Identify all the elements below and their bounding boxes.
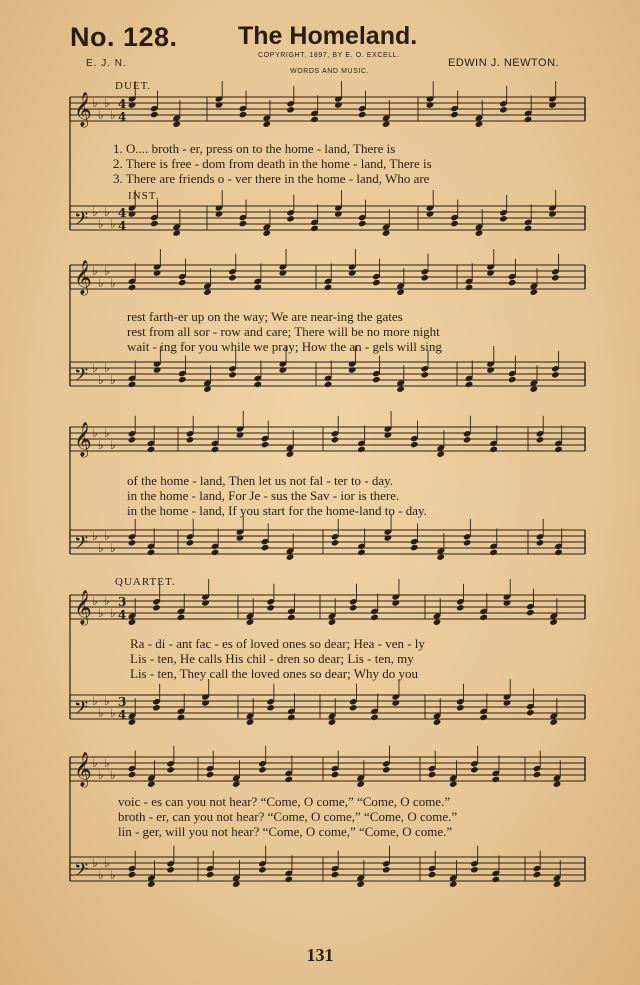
note-head bbox=[503, 699, 512, 706]
flat-sign: ♭ bbox=[92, 594, 98, 608]
note-head bbox=[470, 766, 479, 773]
note-head bbox=[147, 446, 156, 453]
clef-symbol: 𝄞 bbox=[74, 752, 92, 787]
clef-symbol: 𝄞 bbox=[74, 590, 92, 625]
note-head bbox=[384, 534, 393, 541]
note-head bbox=[236, 534, 245, 541]
note-head bbox=[357, 549, 366, 556]
note-head bbox=[391, 599, 400, 606]
flat-sign: ♭ bbox=[110, 276, 116, 290]
note-head bbox=[526, 709, 535, 716]
note-head bbox=[128, 871, 137, 878]
clef-symbol: 𝄞 bbox=[74, 422, 92, 457]
flat-sign: ♭ bbox=[98, 606, 104, 620]
flat-sign: ♭ bbox=[110, 606, 116, 620]
note-head bbox=[524, 225, 533, 232]
note-head bbox=[246, 719, 255, 726]
note-head bbox=[232, 781, 241, 788]
note-head bbox=[551, 274, 560, 281]
note-head bbox=[391, 699, 400, 706]
flat-sign: ♭ bbox=[92, 856, 98, 870]
note-head bbox=[348, 366, 357, 373]
flat-sign: ♭ bbox=[92, 361, 98, 375]
note-head bbox=[153, 366, 162, 373]
note-head bbox=[486, 269, 495, 276]
flat-sign: ♭ bbox=[104, 205, 110, 219]
note-head bbox=[553, 881, 562, 888]
clef-symbol: 𝄞 bbox=[74, 260, 92, 295]
note-head bbox=[236, 431, 245, 438]
flat-sign: ♭ bbox=[110, 373, 116, 387]
flat-sign: ♭ bbox=[98, 108, 104, 122]
note-head bbox=[324, 381, 333, 388]
time-signature: 4 bbox=[118, 608, 127, 622]
part-label-duet: DUET. bbox=[115, 80, 152, 92]
note-head bbox=[128, 101, 137, 108]
note-head bbox=[382, 230, 391, 237]
note-head bbox=[384, 431, 393, 438]
note-head bbox=[486, 366, 495, 373]
note-head bbox=[396, 289, 405, 296]
note-head bbox=[150, 220, 159, 227]
note-head bbox=[166, 866, 175, 873]
note-head bbox=[287, 614, 296, 621]
note-head bbox=[530, 289, 539, 296]
note-head bbox=[128, 381, 137, 388]
note-head bbox=[370, 714, 379, 721]
note-head bbox=[331, 771, 340, 778]
note-head bbox=[428, 771, 437, 778]
flat-sign: ♭ bbox=[98, 706, 104, 720]
time-signature: 4 bbox=[118, 97, 127, 111]
note-head bbox=[549, 619, 558, 626]
note-head bbox=[396, 386, 405, 393]
flat-sign: ♭ bbox=[98, 276, 104, 290]
note-head bbox=[172, 230, 181, 237]
time-signature: 3 bbox=[118, 595, 127, 609]
lyric-line: of the home - land, Then let us not fal - ter to - day. bbox=[127, 473, 394, 488]
note-head bbox=[253, 381, 262, 388]
flat-sign: ♭ bbox=[104, 529, 110, 543]
note-head bbox=[470, 866, 479, 873]
note-head bbox=[128, 719, 137, 726]
flat-sign: ♭ bbox=[104, 361, 110, 375]
note-head bbox=[262, 121, 271, 128]
note-head bbox=[178, 376, 187, 383]
lyric-line: 2. There is free - dom from death in the home - land, There is bbox=[113, 156, 432, 171]
note-head bbox=[436, 451, 445, 458]
note-head bbox=[479, 714, 488, 721]
note-head bbox=[152, 704, 161, 711]
note-head bbox=[426, 210, 435, 217]
note-head bbox=[331, 539, 340, 546]
lyricist-initials: E. J. N. bbox=[86, 58, 127, 69]
lyric-line: in the home - land, For Je - sus the Sav - ior is there. bbox=[127, 488, 400, 503]
flat-sign: ♭ bbox=[104, 694, 110, 708]
note-head bbox=[456, 604, 465, 611]
lyric-line: wait - ing for you while we pray; How the an - gels will sing bbox=[127, 339, 442, 354]
flat-sign: ♭ bbox=[92, 205, 98, 219]
note-head bbox=[262, 230, 271, 237]
note-head bbox=[286, 554, 295, 561]
note-head bbox=[372, 376, 381, 383]
lyric-line: voic - es can you not hear? “Come, O come,” “Come, O come.” bbox=[118, 794, 451, 809]
part-label-quartet: QUARTET. bbox=[115, 576, 176, 588]
lyric-line: broth - er, can you not hear? “Come, O come,” “Come, O come.” bbox=[118, 809, 458, 824]
note-head bbox=[450, 220, 459, 227]
note-head bbox=[349, 704, 358, 711]
note-head bbox=[215, 210, 224, 217]
note-head bbox=[479, 614, 488, 621]
note-head bbox=[228, 274, 237, 281]
note-head bbox=[287, 714, 296, 721]
flat-sign: ♭ bbox=[98, 217, 104, 231]
note-head bbox=[358, 220, 367, 227]
lyric-line: Lis - ten, He calls His chil - dren so dear; Lis - ten, my bbox=[130, 651, 414, 666]
lyric-line: Ra - di - ant fac - es of loved ones so dear; Hea - ven - ly bbox=[130, 636, 425, 651]
note-head bbox=[334, 101, 343, 108]
note-head bbox=[153, 269, 162, 276]
flat-sign: ♭ bbox=[110, 768, 116, 782]
note-head bbox=[284, 776, 293, 783]
note-head bbox=[349, 604, 358, 611]
note-head bbox=[232, 881, 241, 888]
note-head bbox=[554, 446, 563, 453]
flat-sign: ♭ bbox=[98, 868, 104, 882]
note-head bbox=[410, 441, 419, 448]
note-head bbox=[551, 371, 560, 378]
note-head bbox=[178, 279, 187, 286]
note-head bbox=[433, 719, 442, 726]
time-signature: 4 bbox=[118, 219, 127, 233]
flat-sign: ♭ bbox=[110, 868, 116, 882]
note-head bbox=[228, 371, 237, 378]
note-head bbox=[456, 704, 465, 711]
flat-sign: ♭ bbox=[98, 768, 104, 782]
flat-sign: ♭ bbox=[110, 438, 116, 452]
flat-sign: ♭ bbox=[92, 426, 98, 440]
note-head bbox=[152, 604, 161, 611]
note-head bbox=[491, 876, 500, 883]
note-head bbox=[310, 116, 319, 123]
note-head bbox=[533, 871, 542, 878]
note-head bbox=[433, 619, 442, 626]
lyric-line: Lis - ten, They call the loved ones so dear; Why do you bbox=[130, 666, 418, 681]
note-head bbox=[463, 539, 472, 546]
clef-symbol: 𝄢 bbox=[74, 209, 89, 234]
note-head bbox=[177, 614, 186, 621]
note-head bbox=[239, 111, 248, 118]
note-head bbox=[475, 121, 484, 128]
copyright-line: COPYRIGHT, 1897, BY E. O. EXCELL. bbox=[258, 52, 400, 59]
clef-symbol: 𝄢 bbox=[74, 365, 89, 390]
note-head bbox=[382, 121, 391, 128]
lyric-line: 3. There are friends o - ver there in the home - land, Who are bbox=[113, 171, 430, 186]
flat-sign: ♭ bbox=[110, 541, 116, 555]
note-head bbox=[382, 866, 391, 873]
note-head bbox=[475, 230, 484, 237]
note-head bbox=[489, 446, 498, 453]
note-head bbox=[358, 111, 367, 118]
note-head bbox=[463, 436, 472, 443]
note-head bbox=[147, 781, 156, 788]
note-head bbox=[261, 544, 270, 551]
note-head bbox=[449, 881, 458, 888]
note-head bbox=[421, 274, 430, 281]
time-signature: 4 bbox=[118, 110, 127, 124]
flat-sign: ♭ bbox=[110, 108, 116, 122]
time-signature: 4 bbox=[118, 708, 127, 722]
note-head bbox=[533, 771, 542, 778]
note-head bbox=[328, 719, 337, 726]
note-head bbox=[549, 719, 558, 726]
flat-sign: ♭ bbox=[104, 264, 110, 278]
clef-symbol: 𝄢 bbox=[74, 860, 89, 885]
note-head bbox=[508, 279, 517, 286]
note-head bbox=[450, 111, 459, 118]
note-head bbox=[286, 215, 295, 222]
flat-sign: ♭ bbox=[92, 264, 98, 278]
hymn-number: No. 128. bbox=[70, 22, 178, 52]
note-head bbox=[266, 704, 275, 711]
flat-sign: ♭ bbox=[104, 96, 110, 110]
flat-sign: ♭ bbox=[104, 756, 110, 770]
note-head bbox=[508, 376, 517, 383]
note-head bbox=[465, 381, 474, 388]
note-head bbox=[548, 101, 557, 108]
note-head bbox=[526, 609, 535, 616]
note-head bbox=[186, 539, 195, 546]
note-head bbox=[428, 871, 437, 878]
lyric-line: 1. O.... broth - er, press on to the home - land, There is bbox=[113, 141, 396, 156]
note-head bbox=[449, 781, 458, 788]
note-head bbox=[201, 699, 210, 706]
note-head bbox=[465, 284, 474, 291]
flat-sign: ♭ bbox=[92, 96, 98, 110]
credit-line: WORDS AND MUSIC. bbox=[290, 68, 370, 75]
note-head bbox=[128, 619, 137, 626]
note-head bbox=[331, 871, 340, 878]
note-head bbox=[279, 269, 288, 276]
note-head bbox=[172, 121, 181, 128]
note-head bbox=[436, 554, 445, 561]
note-head bbox=[211, 446, 220, 453]
note-head bbox=[201, 599, 210, 606]
note-head bbox=[334, 210, 343, 217]
note-head bbox=[499, 215, 508, 222]
note-head bbox=[128, 284, 137, 291]
note-head bbox=[426, 101, 435, 108]
composer-name: EDWIN J. NEWTON. bbox=[448, 57, 560, 69]
note-head bbox=[548, 210, 557, 217]
note-head bbox=[489, 549, 498, 556]
page-number: 131 bbox=[306, 945, 334, 965]
note-head bbox=[370, 614, 379, 621]
note-head bbox=[128, 436, 137, 443]
note-head bbox=[206, 771, 215, 778]
note-head bbox=[203, 386, 212, 393]
note-head bbox=[266, 604, 275, 611]
note-head bbox=[246, 619, 255, 626]
note-head bbox=[324, 284, 333, 291]
note-head bbox=[286, 106, 295, 113]
lyric-line: rest farth-er up on the way; We are near-ing the gates bbox=[127, 309, 403, 324]
clef-symbol: 𝄞 bbox=[74, 92, 92, 127]
note-head bbox=[128, 539, 137, 546]
note-head bbox=[499, 106, 508, 113]
note-head bbox=[372, 279, 381, 286]
clef-symbol: 𝄢 bbox=[74, 698, 89, 723]
note-head bbox=[356, 781, 365, 788]
time-signature: 4 bbox=[118, 206, 127, 220]
note-head bbox=[166, 766, 175, 773]
note-head bbox=[177, 714, 186, 721]
note-head bbox=[328, 619, 337, 626]
note-head bbox=[382, 766, 391, 773]
note-head bbox=[239, 220, 248, 227]
note-head bbox=[186, 436, 195, 443]
flat-sign: ♭ bbox=[98, 438, 104, 452]
note-head bbox=[421, 371, 430, 378]
note-head bbox=[284, 876, 293, 883]
note-head bbox=[356, 881, 365, 888]
note-head bbox=[128, 210, 137, 217]
note-head bbox=[203, 289, 212, 296]
flat-sign: ♭ bbox=[104, 426, 110, 440]
note-head bbox=[553, 781, 562, 788]
note-head bbox=[150, 111, 159, 118]
note-head bbox=[279, 366, 288, 373]
note-head bbox=[554, 549, 563, 556]
flat-sign: ♭ bbox=[104, 856, 110, 870]
note-head bbox=[147, 881, 156, 888]
note-head bbox=[536, 539, 545, 546]
clef-symbol: 𝄢 bbox=[74, 533, 89, 558]
note-head bbox=[261, 441, 270, 448]
note-head bbox=[331, 436, 340, 443]
flat-sign: ♭ bbox=[98, 541, 104, 555]
note-head bbox=[211, 549, 220, 556]
flat-sign: ♭ bbox=[98, 373, 104, 387]
note-head bbox=[310, 225, 319, 232]
lyric-line: lin - ger, will you not hear? “Come, O come,” “Come, O come.” bbox=[118, 824, 453, 839]
note-head bbox=[536, 436, 545, 443]
flat-sign: ♭ bbox=[92, 529, 98, 543]
note-head bbox=[524, 116, 533, 123]
time-signature: 3 bbox=[118, 695, 127, 709]
note-head bbox=[357, 446, 366, 453]
flat-sign: ♭ bbox=[92, 756, 98, 770]
note-head bbox=[215, 101, 224, 108]
hymn-title: The Homeland. bbox=[238, 22, 418, 50]
note-head bbox=[410, 544, 419, 551]
note-head bbox=[147, 549, 156, 556]
flat-sign: ♭ bbox=[110, 706, 116, 720]
note-head bbox=[206, 871, 215, 878]
note-head bbox=[258, 766, 267, 773]
lyric-line: in the home - land, If you start for the home-land to - day. bbox=[127, 503, 427, 518]
flat-sign: ♭ bbox=[92, 694, 98, 708]
note-head bbox=[286, 451, 295, 458]
note-head bbox=[491, 776, 500, 783]
note-head bbox=[530, 386, 539, 393]
lyric-line: rest from all sor - row and care; There will be no more night bbox=[127, 324, 440, 339]
flat-sign: ♭ bbox=[104, 594, 110, 608]
note-head bbox=[128, 771, 137, 778]
note-head bbox=[253, 284, 262, 291]
note-head bbox=[503, 599, 512, 606]
note-head bbox=[258, 866, 267, 873]
flat-sign: ♭ bbox=[110, 217, 116, 231]
note-head bbox=[348, 269, 357, 276]
part-label-inst: INST. bbox=[128, 190, 160, 202]
